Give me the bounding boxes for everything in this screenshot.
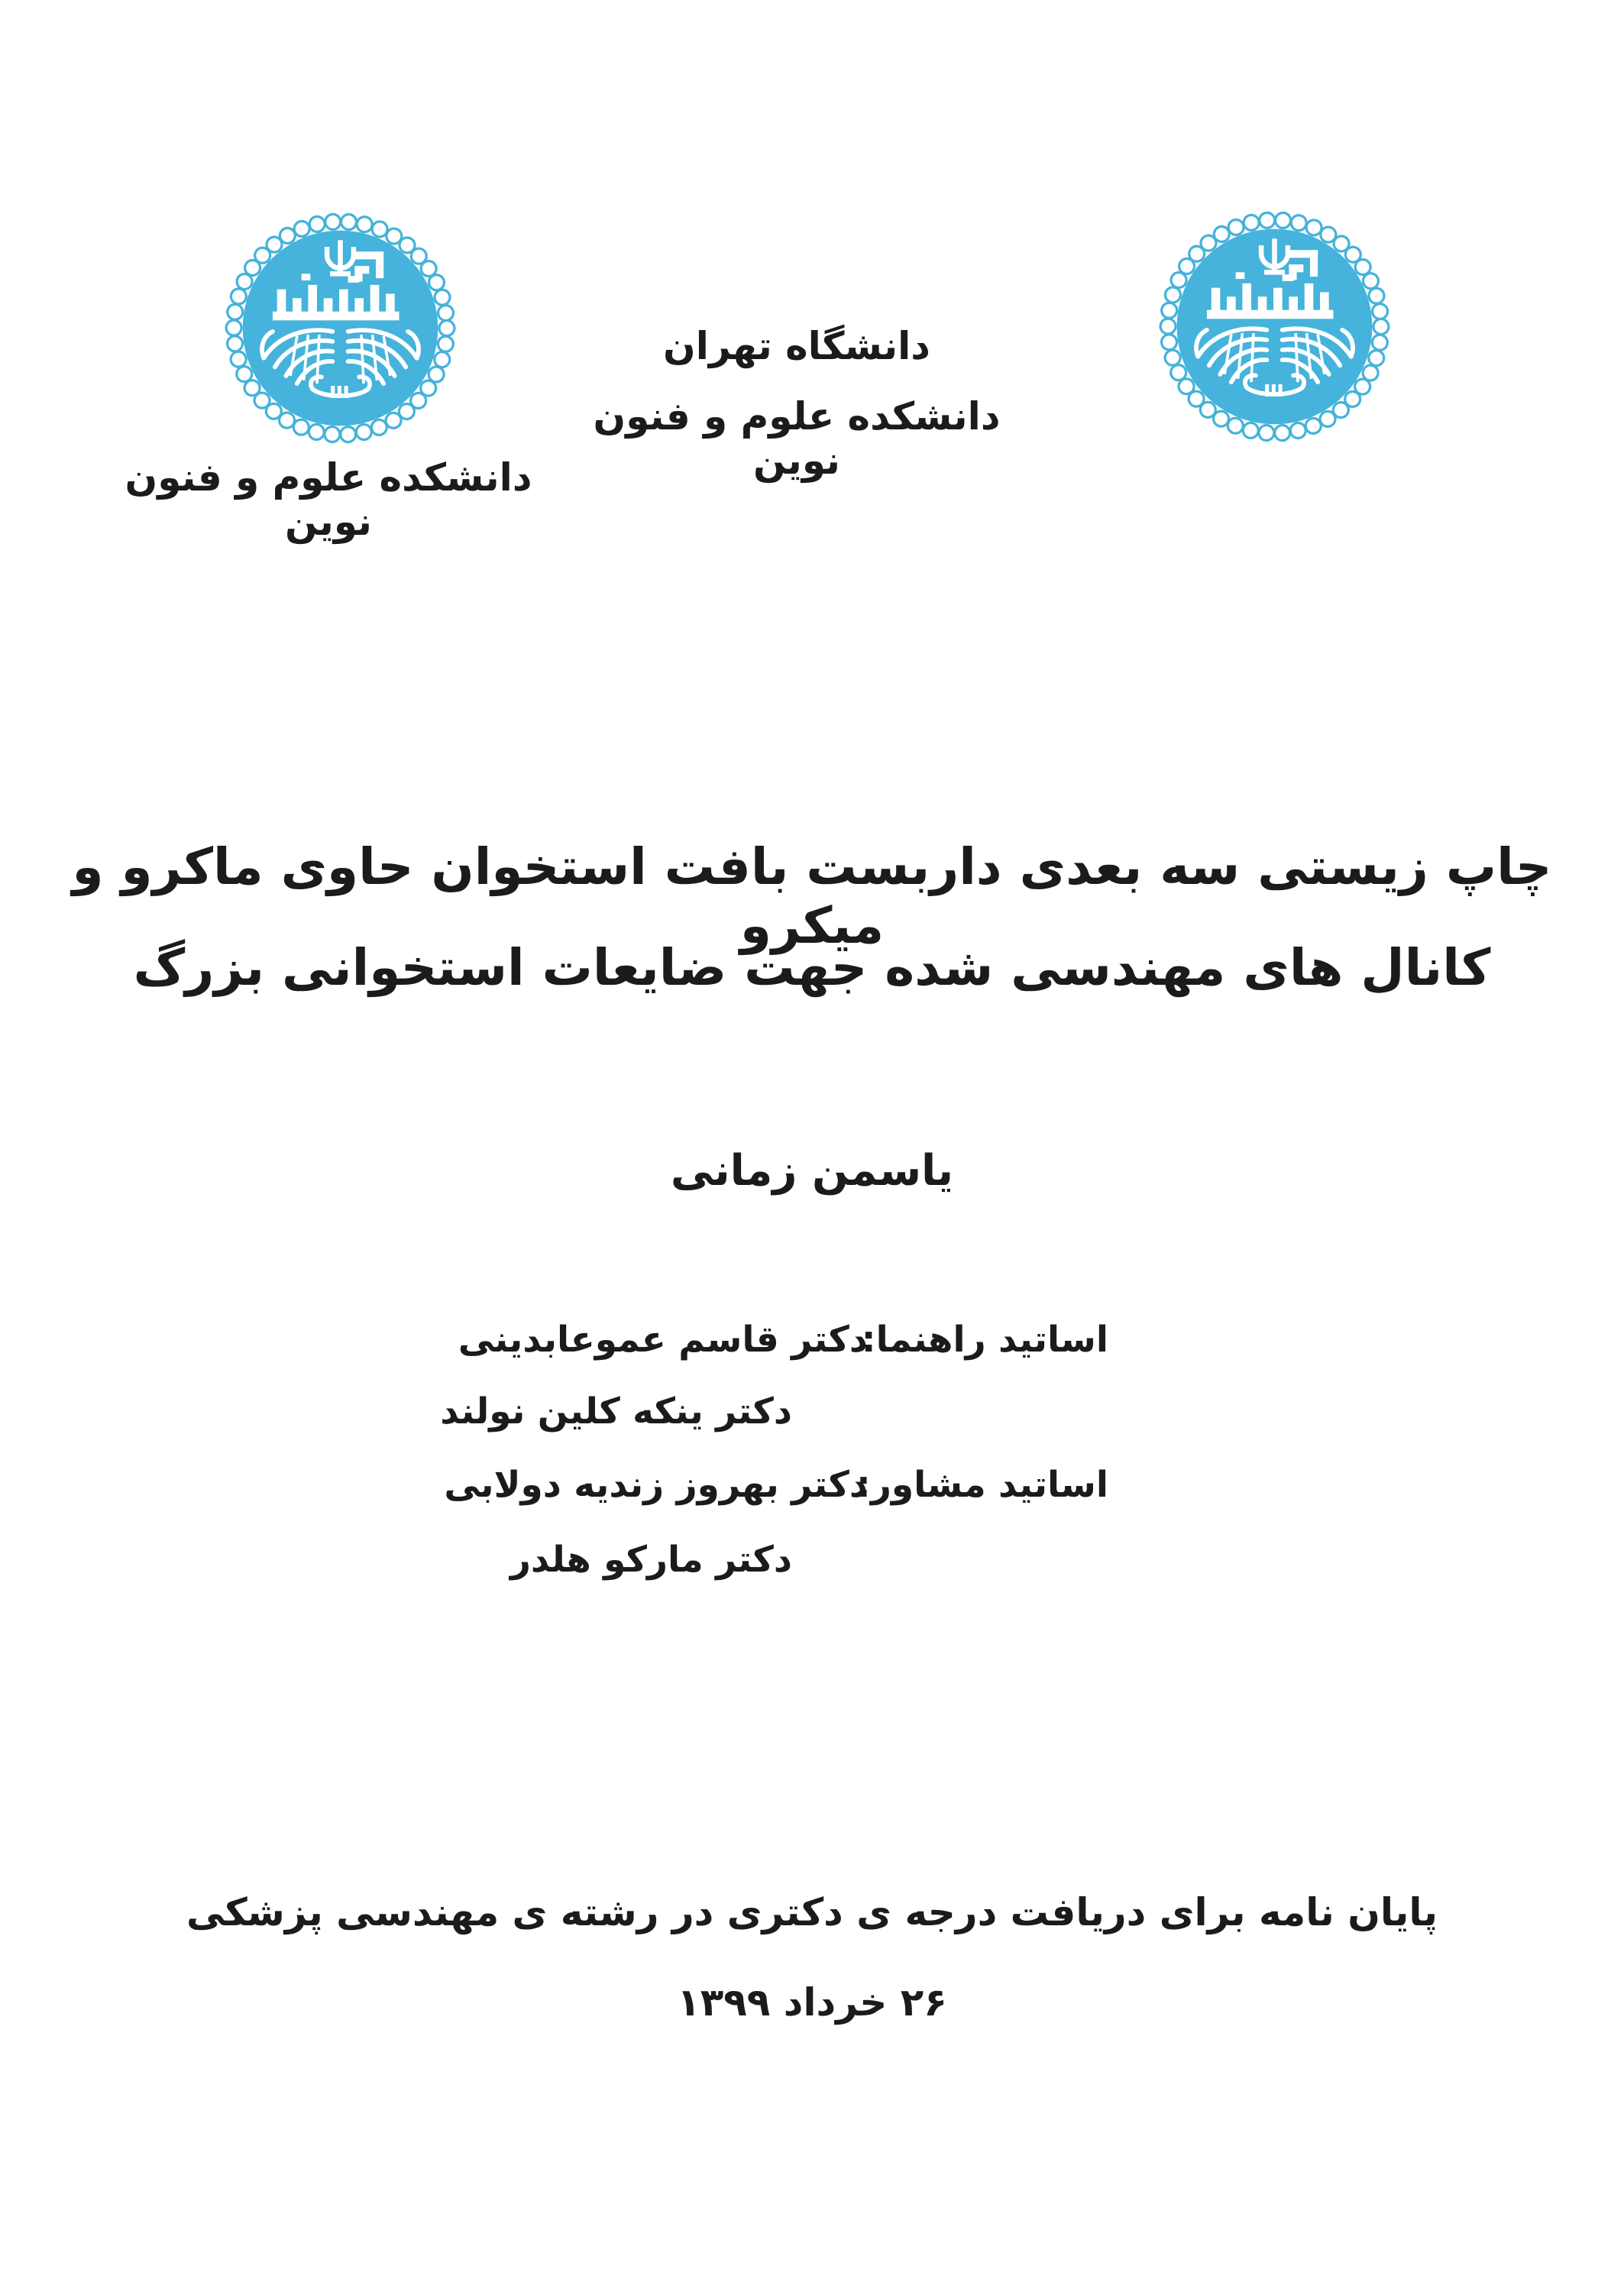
advisor-2: دکتر مارکو هلدر xyxy=(510,1539,792,1581)
university-logo-left xyxy=(224,212,457,445)
advisor-1: دکتر بهروز زندیه دولابی xyxy=(444,1464,868,1506)
supervisor-2: دکتر ینکه کلین نولند xyxy=(440,1390,792,1432)
faculty-name: دانشکده علوم و فنون نوین xyxy=(593,394,1001,483)
university-logo-right xyxy=(1158,210,1391,443)
supervisor-1: دکتر قاسم عموعابدینی xyxy=(458,1319,868,1361)
author-name: یاسمن زمانی xyxy=(670,1146,954,1196)
advisors-label: اساتید مشاور: xyxy=(856,1464,1108,1506)
supervisors-label: اساتید راهنما: xyxy=(861,1319,1108,1361)
thesis-statement: پایان نامه برای دریافت درجه ی دکتری در رشته ی مهندسی پزشکی xyxy=(186,1890,1438,1934)
university-of-tehran-seal-icon xyxy=(224,212,457,445)
left-logo-caption: دانشکده علوم و فنون نوین xyxy=(125,455,532,544)
thesis-date: ۲۶ خرداد ۱۳۹۹ xyxy=(677,1980,947,2025)
university-name: دانشگاه تهران xyxy=(663,324,930,368)
thesis-title-line-2: کانال های مهندسی شده جهت ضایعات استخوانی بزرگ xyxy=(133,938,1491,997)
university-of-tehran-seal-icon xyxy=(1158,210,1391,443)
thesis-title-line-1: چاپ زیستی سه بعدی داربست بافت استخوان حاوی ماکرو و میکرو xyxy=(72,837,1552,955)
